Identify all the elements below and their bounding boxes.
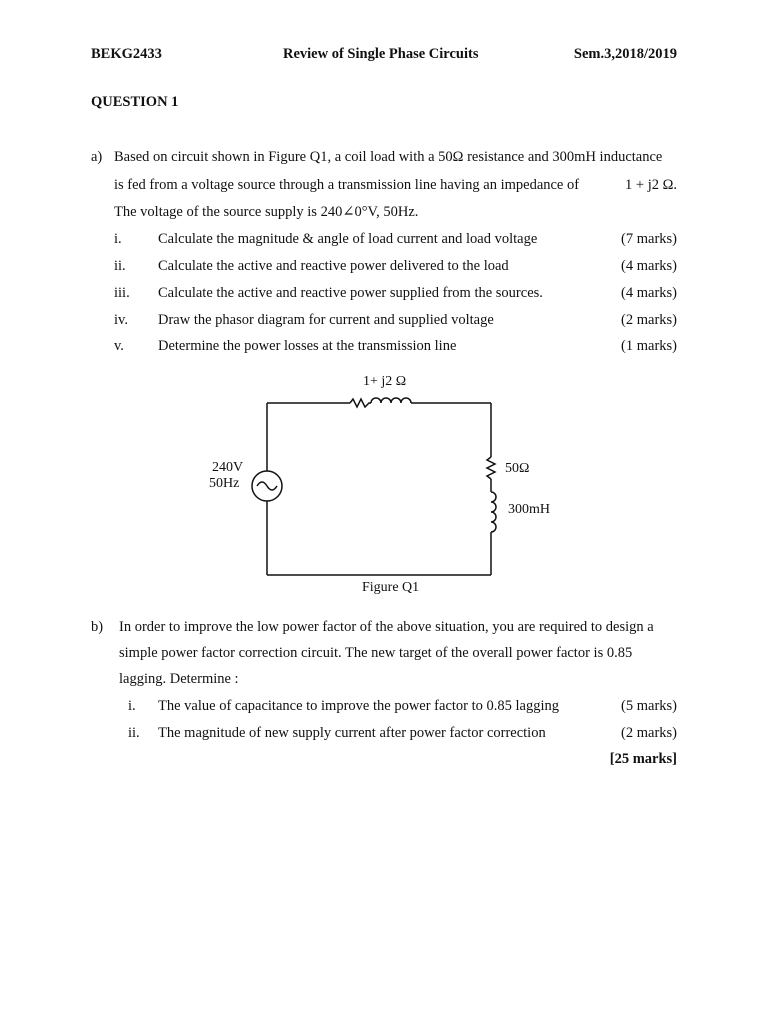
item-text: Calculate the active and reactive power delivered to the load (158, 258, 509, 274)
question-heading: QUESTION 1 (91, 94, 179, 110)
load-inductor-label: 300mH (508, 502, 550, 517)
part-b-line-3: lagging. Determine : (119, 671, 239, 687)
figure-caption: Figure Q1 (362, 580, 420, 595)
line-impedance-label: 1+ j2 Ω (363, 374, 407, 389)
part-b-line-1: In order to improve the low power factor of the above situation, you are required to design a (119, 619, 654, 635)
item-marks: (4 marks) (621, 285, 677, 301)
item-marks: (1 marks) (621, 338, 677, 354)
item-marks: (2 marks) (621, 312, 677, 328)
item-number: i. (114, 231, 122, 247)
circuit-diagram (190, 360, 590, 600)
document-title: Review of Single Phase Circuits (283, 46, 479, 62)
total-marks: [25 marks] (609, 751, 677, 767)
part-a-line-1: Based on circuit shown in Figure Q1, a coil load with a 50Ω resistance and 300mH inductance (114, 149, 663, 165)
part-b-line-2: simple power factor correction circuit. The new target of the overall power factor is 0.85 (119, 645, 633, 661)
item-text: Determine the power losses at the transmission line (158, 338, 457, 354)
part-a-line-impedance: 1 + j2 Ω. (625, 177, 677, 193)
item-marks: (4 marks) (621, 258, 677, 274)
source-voltage-label: 240V (212, 460, 244, 475)
item-marks: (2 marks) (621, 725, 677, 741)
item-number: i. (128, 698, 136, 714)
item-marks: (7 marks) (621, 231, 677, 247)
item-number: iii. (114, 285, 130, 301)
item-number: ii. (128, 725, 140, 741)
item-number: ii. (114, 258, 126, 274)
part-a-line-3: The voltage of the source supply is 240∠0°V, 50Hz. (114, 204, 419, 220)
line-resistor (350, 399, 371, 407)
source-frequency-label: 50Hz (209, 476, 240, 491)
load-resistor (487, 457, 495, 479)
item-number: iv. (114, 312, 128, 328)
part-a-label: a) (91, 149, 103, 165)
item-marks: (5 marks) (621, 698, 677, 714)
load-resistor-label: 50Ω (505, 461, 530, 476)
item-number: v. (114, 338, 124, 354)
course-code: BEKG2433 (91, 46, 162, 62)
line-inductor (371, 398, 411, 403)
part-a-line-2: is fed from a voltage source through a transmission line having an impedance of (114, 177, 580, 193)
item-text: The magnitude of new supply current after power factor correction (158, 725, 546, 741)
sine-wave-icon (257, 482, 277, 490)
item-text: Calculate the active and reactive power supplied from the sources. (158, 285, 543, 301)
part-b-label: b) (91, 619, 104, 635)
item-text: Draw the phasor diagram for current and supplied voltage (158, 312, 494, 328)
semester-label: Sem.3,2018/2019 (573, 46, 677, 62)
load-inductor (491, 492, 496, 532)
item-text: The value of capacitance to improve the power factor to 0.85 lagging (158, 698, 560, 714)
item-text: Calculate the magnitude & angle of load current and load voltage (158, 231, 538, 247)
